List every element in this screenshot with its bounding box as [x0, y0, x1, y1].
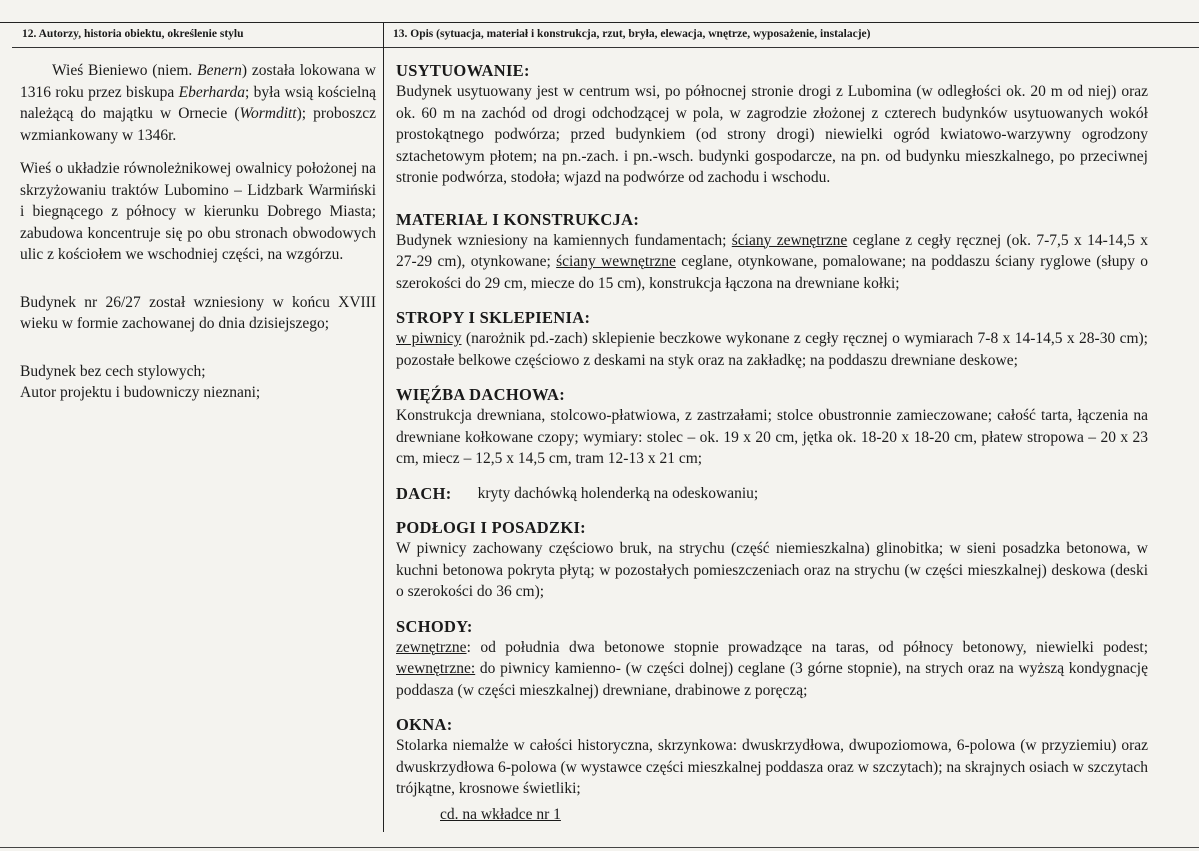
section-title: OKNA: [396, 715, 453, 734]
left-column-header: 12. Autorzy, historia obiektu, określenie stylu [22, 28, 244, 40]
section-text: kryty dachówką holenderką na odeskowaniu; [477, 484, 759, 502]
section-title: STROPY I SKLEPIENIA: [396, 308, 591, 327]
left-header-rule [12, 47, 383, 48]
history-paragraph-2: Wieś o układzie równoleżnikowej owalnicy położonej na skrzyżowaniu traktów Lubomino – Lidzbark Warmiński i biegnącego z północy w kierunku Dobrego Miasta; zabudowa koncentruje się po obu stronach obwodowych ulic z kościołem we wschodniej części, na wzgórzu. [20, 160, 376, 263]
bottom-rule [0, 847, 1199, 848]
section-title: SCHODY: [396, 616, 473, 636]
history-paragraph-3: Budynek nr 26/27 został wzniesiony w końcu XVIII wieku w formie zachowanej do dnia dzisiejszego; [20, 293, 376, 332]
section-dach [396, 483, 1148, 505]
section-title: PODŁOGI I POSADZKI: [396, 518, 586, 537]
section-material [396, 209, 1148, 295]
section-text: Stolarka niemalże w całości historyczna, skrzynkowa: dwuskrzydłowa, dwupoziomowa, 6-polowa (w przyziemiu) oraz dwuskrzydłowa 6-polowa (w wystawce części mieszkalnej poddasza oraz w szczytach); na skrajnych osiach w szczytach trójkątne, krosnowe świetliki; [396, 737, 1148, 797]
section-usytuowanie [396, 60, 1148, 189]
right-header-rule [384, 47, 1199, 48]
section-title: DACH: [396, 483, 452, 503]
style-note: Budynek bez cech stylowych; [20, 362, 206, 380]
top-rule [0, 22, 1199, 23]
author-note: Autor projektu i budowniczy nieznani; [20, 384, 261, 401]
right-column-header: 13. Opis (sytuacja, materiał i konstrukcja, rzut, bryła, elewacja, wnętrze, wyposażenie, instalacje) [393, 28, 871, 40]
description-column [396, 60, 1148, 813]
section-schody [396, 616, 1148, 702]
history-column [20, 60, 376, 404]
section-wiezba [396, 384, 1148, 470]
section-podlogi [396, 517, 1148, 603]
section-title: USYTUOWANIE: [396, 61, 530, 80]
section-title: WIĘŹBA DACHOWA: [396, 385, 566, 404]
section-text: W piwnicy zachowany częściowo bruk, na strychu (część niemieszkalna) glinobitka; w sieni posadzka betonowa, w kuchni betonowa pokryta płytą; w pozostałych pomieszczeniach oraz na strychu (w części mieszkalnej) deskowa (deski o szerokości do 36 cm); [396, 540, 1148, 600]
column-divider [383, 22, 384, 832]
continuation-note: cd. na wkładce nr 1 [440, 806, 561, 823]
history-paragraph-1: Wieś Bieniewo (niem. Benern) została lokowana w 1316 roku przez biskupa Eberharda; była wsią kościelną należącą do majątku w Ornecie (Wormditt); proboszcz wzmiankowany w 1346r. [20, 62, 376, 144]
section-text: Budynek wzniesiony na kamiennych fundamentach; ściany zewnętrzne ceglane z cegły ręcznej (ok. 7-7,5 x 14-14,5 x 27-29 cm), otynkowane; ściany wewnętrzne ceglane, otynkowane, pomalowane; na poddaszu ściany ryglowe (słupy o szerokości do 29 cm, miecze do 15 cm), konstrukcja łączona na drewniane kołki; [396, 231, 1148, 292]
section-text: w piwnicy (narożnik pd.-zach) sklepienie beczkowe wykonane z cegły ręcznej o wymiarach 7-8 x 14-14,5 x 28-30 cm); pozostałe belkowe częściowo z deskami na styk oraz na zakładkę; na poddaszu drewniane deskowe; [396, 330, 1148, 369]
section-text: zewnętrzne: od południa dwa betonowe stopnie prowadzące na taras, od północy betonowy, niewielki podest; wewnętrzne: do piwnicy kamienno- (w części dolnej) ceglane (3 górne stopnie), na strych oraz na wyższą kondygnację poddasza (w części mieszkalnej) drewniane, drabinowe z poręczą; [396, 638, 1148, 699]
section-stropy [396, 307, 1148, 371]
section-title: MATERIAŁ I KONSTRUKCJA: [396, 209, 640, 229]
section-okna [396, 714, 1148, 800]
section-text: Konstrukcja drewniana, stolcowo-płatwiowa, z zastrzałami; stolce obustronnie zamieczowane; całość tarta, łączenia na drewniane kołkowane czopy; wymiary: stolec – ok. 19 x 20 cm, jętka ok. 18-20 x 18-20 cm, płatew stropowa – 20 x 23 cm, miecz – 12,5 x 14,5 cm, tram 12-13 x 21 cm; [396, 407, 1148, 467]
section-text: Budynek usytuowany jest w centrum wsi, po północnej stronie drogi z Lubomina (w odległości ok. 20 m od niej) oraz ok. 60 m na zachód od drogi odchodzącej w pola, w zagrodzie złożonej z czterech budynków usytuowanych wokół prostokątnego podwórza; przed budynkiem (od strony drogi) niewielki ogród kwiatowo-warzywny ogrodzony sztachetowym płotem; na pn.-zach. i pn.-wsch. budynki gospodarcze, na pn. od budynku mieszkalnego, po przeciwnej stronie podwórza, stodoła; wjazd na podwórze od zachodu i wschodu. [396, 83, 1148, 186]
